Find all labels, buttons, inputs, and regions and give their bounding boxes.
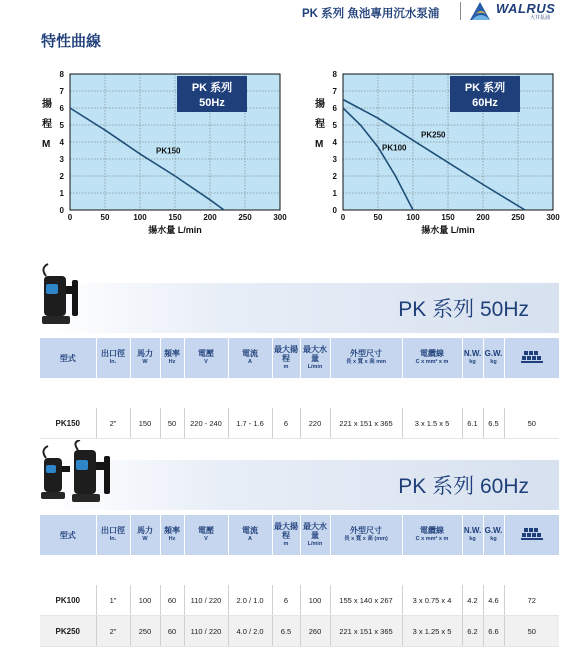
- y-tick-label: 8: [332, 70, 337, 79]
- series-label: PK100: [382, 143, 407, 153]
- cell-max-head: 6: [272, 585, 300, 616]
- y-tick-label: 7: [59, 87, 64, 96]
- cell-pallet-qty: 50: [504, 616, 559, 647]
- y-axis-label: [315, 98, 325, 152]
- chart-title-line2: 50Hz: [199, 97, 225, 109]
- cell-gross-weight: 4.6: [483, 585, 504, 616]
- y-tick-label: 8: [59, 70, 64, 79]
- x-tick-label: 300: [273, 213, 287, 222]
- y-tick-label: 2: [59, 172, 64, 181]
- header-dimensions: 外型尺寸 長 x 寬 x 高 mm: [330, 338, 402, 378]
- x-tick-label: 200: [203, 213, 217, 222]
- x-tick-label: 50: [373, 213, 383, 222]
- header-outlet: 出口徑 In.: [96, 338, 130, 378]
- y-axis-label: [42, 98, 52, 152]
- y-tick-label: 3: [59, 155, 64, 164]
- cell-outlet: 1": [96, 585, 130, 616]
- x-tick-label: 50: [100, 213, 110, 222]
- y-label-char: 程: [315, 119, 325, 130]
- header-model: 型式: [40, 338, 96, 378]
- y-label-char: 揚: [315, 99, 325, 110]
- x-tick-label: 0: [67, 213, 73, 222]
- header-gross-weight: G.W. kg: [483, 338, 504, 378]
- spec-table-60hz: [40, 515, 560, 647]
- x-tick-label: 200: [476, 213, 490, 222]
- x-tick-label: 0: [340, 213, 346, 222]
- table-row: [40, 585, 559, 616]
- cell-voltage: 110 / 220: [184, 616, 228, 647]
- cell-voltage: 110 / 220: [184, 585, 228, 616]
- performance-chart-60hz: [313, 62, 573, 247]
- cell-net-weight: 4.2: [462, 585, 483, 616]
- y-tick-label: 4: [59, 138, 64, 147]
- y-tick-label: 6: [59, 104, 64, 113]
- cell-current: 1.7 - 1.6: [228, 408, 272, 439]
- header-net-weight: N.W. kg: [462, 338, 483, 378]
- chart-svg: [313, 62, 573, 247]
- y-tick-label: 1: [332, 189, 337, 198]
- cell-frequency: 60: [160, 585, 184, 616]
- header-voltage: 電壓 V: [184, 338, 228, 378]
- cell-net-weight: 6.2: [462, 616, 483, 647]
- cell-model: PK250: [40, 616, 96, 647]
- series-label: PK150: [156, 146, 181, 156]
- header-max-head: 最大揚程 m: [272, 515, 300, 555]
- header-title: PK 系列 魚池專用沉水泵浦: [302, 8, 440, 20]
- chart-svg: [40, 62, 300, 247]
- pallet-icon: [504, 515, 559, 555]
- cell-pallet-qty: 72: [504, 585, 559, 616]
- logo-subtext: 大井泵浦: [530, 15, 551, 21]
- cell-gross-weight: 6.6: [483, 616, 504, 647]
- header-power: 馬力 W: [130, 338, 160, 378]
- header-max-flow: 最大水量 L/min: [300, 515, 330, 555]
- chart-title-line1: PK 系列: [464, 82, 506, 94]
- cell-frequency: 60: [160, 616, 184, 647]
- x-axis-label: 揚水量 L/min: [421, 225, 475, 235]
- cell-gross-weight: 6.5: [483, 408, 504, 439]
- table-header-row: [40, 515, 559, 555]
- header-model: 型式: [40, 515, 96, 555]
- cell-model: PK150: [40, 408, 96, 439]
- y-label-char: M: [315, 139, 324, 150]
- pump-pk100-pk250-image: [38, 440, 118, 510]
- header-dimensions: 外型尺寸 長 x 寬 x 高 (mm): [330, 515, 402, 555]
- spec-table-50hz: [40, 338, 560, 439]
- header-net-weight: N.W. kg: [462, 515, 483, 555]
- cell-model: PK100: [40, 585, 96, 616]
- chart-title-line1: PK 系列: [191, 82, 233, 94]
- header-cable: 電纜線 C x mm² x m: [402, 338, 462, 378]
- cell-outlet: 2": [96, 408, 130, 439]
- cell-dimensions: 221 x 151 x 365: [330, 616, 402, 647]
- banner-pk-50hz: [44, 283, 559, 333]
- cell-pallet-qty: 50: [504, 408, 559, 439]
- cell-max-flow: 260: [300, 616, 330, 647]
- cell-power: 150: [130, 408, 160, 439]
- x-tick-label: 150: [168, 213, 182, 222]
- y-tick-label: 5: [332, 121, 337, 130]
- y-tick-label: 7: [332, 87, 337, 96]
- header-voltage: 電壓 V: [184, 515, 228, 555]
- cell-max-flow: 220: [300, 408, 330, 439]
- header-frequency: 頻率 Hz: [160, 338, 184, 378]
- banner-title: PK 系列 60Hz: [398, 475, 529, 498]
- y-tick-label: 1: [59, 189, 64, 198]
- x-tick-label: 100: [406, 213, 420, 222]
- cell-dimensions: 221 x 151 x 365: [330, 408, 402, 439]
- x-tick-label: 250: [238, 213, 252, 222]
- cell-cable: 3 x 1.25 x 5: [402, 616, 462, 647]
- x-tick-label: 250: [511, 213, 525, 222]
- cell-outlet: 2": [96, 616, 130, 647]
- header-current: 電流 A: [228, 515, 272, 555]
- x-tick-label: 300: [546, 213, 560, 222]
- y-tick-label: 5: [59, 121, 64, 130]
- y-tick-label: 6: [332, 104, 337, 113]
- series-label: PK250: [421, 130, 446, 140]
- y-label-char: 揚: [42, 99, 52, 110]
- header-outlet: 出口徑 In.: [96, 515, 130, 555]
- cell-net-weight: 6.1: [462, 408, 483, 439]
- cell-dimensions: 155 x 140 x 267: [330, 585, 402, 616]
- cell-current: 4.0 / 2.0: [228, 616, 272, 647]
- table-row: [40, 616, 559, 647]
- header-max-flow: 最大水量 L/min: [300, 338, 330, 378]
- pallet-icon: [504, 338, 559, 378]
- y-label-char: M: [42, 139, 51, 150]
- header-cable: 電纜線 C x mm² x m: [402, 515, 462, 555]
- cell-max-flow: 100: [300, 585, 330, 616]
- header-gross-weight: G.W. kg: [483, 515, 504, 555]
- banner-title: PK 系列 50Hz: [398, 298, 529, 321]
- y-tick-label: 3: [332, 155, 337, 164]
- walrus-logo-icon: [468, 0, 494, 22]
- header-max-head: 最大揚程 m: [272, 338, 300, 378]
- performance-chart-50hz: [40, 62, 300, 247]
- table-row: [40, 408, 559, 439]
- header-divider: [460, 2, 461, 20]
- cell-power: 100: [130, 585, 160, 616]
- cell-cable: 3 x 0.75 x 4: [402, 585, 462, 616]
- header-current: 電流 A: [228, 338, 272, 378]
- cell-max-head: 6: [272, 408, 300, 439]
- cell-frequency: 50: [160, 408, 184, 439]
- cell-current: 2.0 / 1.0: [228, 585, 272, 616]
- header-frequency: 頻率 Hz: [160, 515, 184, 555]
- x-tick-label: 100: [133, 213, 147, 222]
- cell-cable: 3 x 1.5 x 5: [402, 408, 462, 439]
- y-tick-label: 4: [332, 138, 337, 147]
- pump-pk150-image: [38, 262, 88, 332]
- table-header-row: [40, 338, 559, 378]
- y-tick-label: 0: [59, 206, 64, 215]
- x-axis-label: 揚水量 L/min: [148, 225, 202, 235]
- cell-power: 250: [130, 616, 160, 647]
- header-power: 馬力 W: [130, 515, 160, 555]
- banner-pk-60hz: [44, 460, 559, 510]
- brand-logo: [468, 0, 581, 22]
- chart-title-line2: 60Hz: [472, 97, 498, 109]
- x-tick-label: 150: [441, 213, 455, 222]
- cell-max-head: 6.5: [272, 616, 300, 647]
- section-title: 特性曲線: [41, 33, 102, 50]
- logo-wordmark: WALRUS: [496, 1, 556, 16]
- cell-voltage: 220 - 240: [184, 408, 228, 439]
- y-tick-label: 0: [332, 206, 337, 215]
- y-label-char: 程: [42, 119, 52, 130]
- y-tick-label: 2: [332, 172, 337, 181]
